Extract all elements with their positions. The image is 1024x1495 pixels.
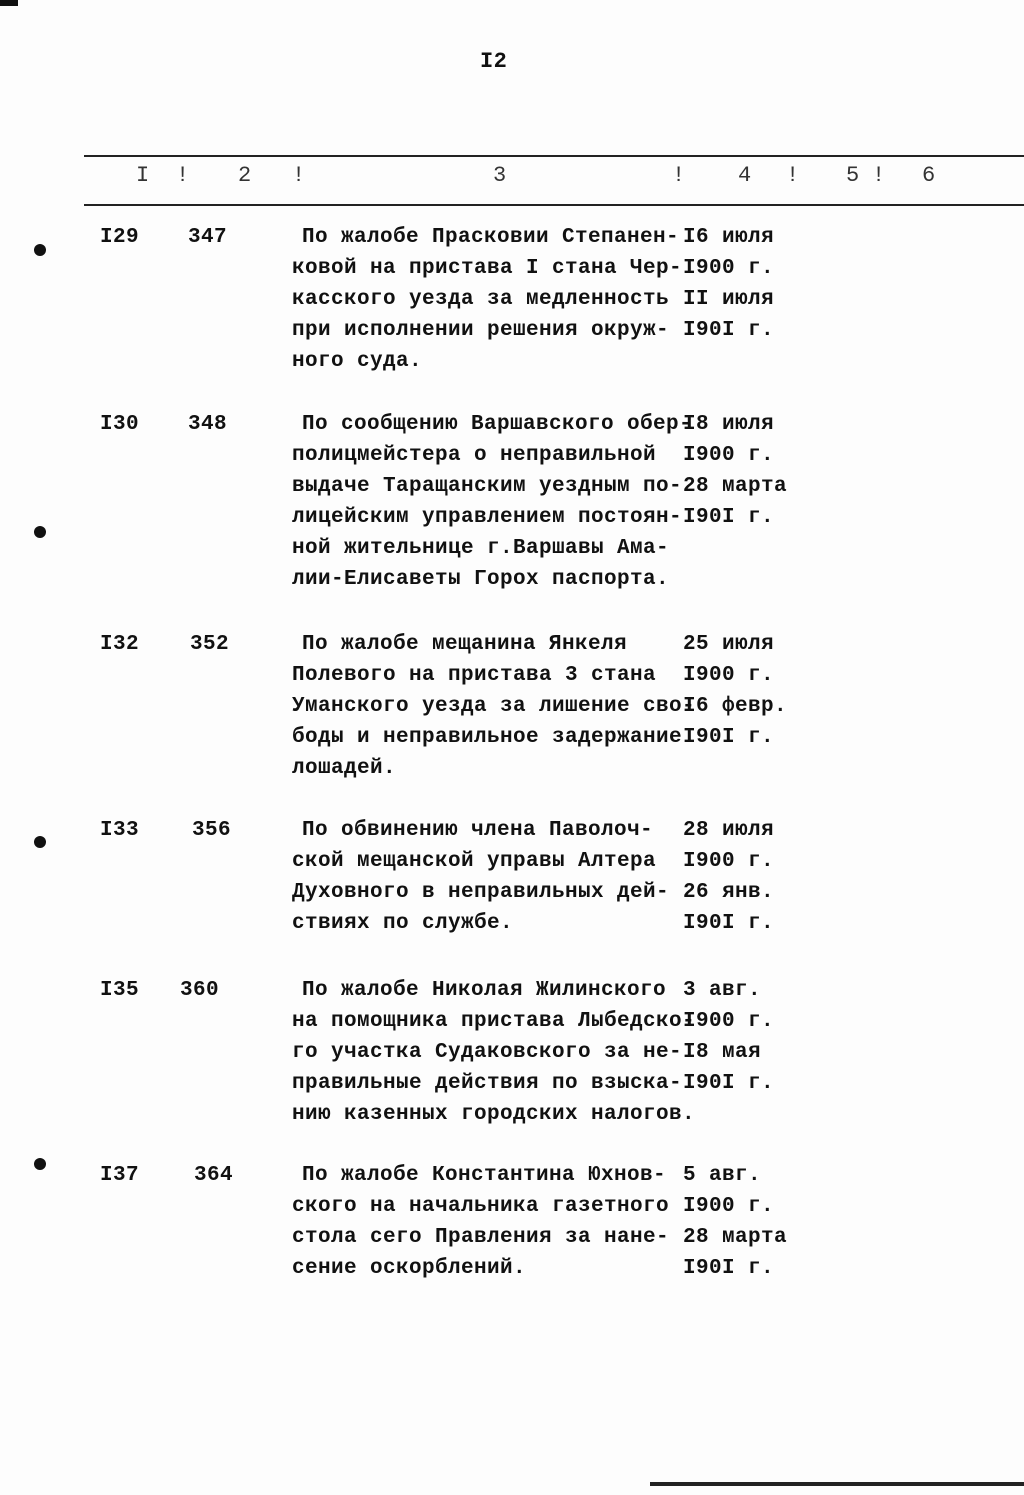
start-date-line: I900 г.: [683, 1195, 775, 1218]
start-date-line: 25 июля: [683, 633, 775, 656]
end-date-line: I6 февр.: [683, 695, 788, 718]
case-dates: [683, 222, 774, 346]
record-number: I37: [100, 1164, 140, 1187]
start-date-line: I900 г.: [683, 850, 775, 873]
header-col-3: 3: [493, 163, 507, 188]
description-line: выдаче Таращанским уездным по-: [292, 475, 683, 498]
scan-corner-mark: [0, 0, 18, 6]
case-number: 347: [188, 226, 228, 249]
start-date-line: I900 г.: [683, 664, 775, 687]
case-description: [292, 222, 682, 377]
case-description: [292, 409, 692, 595]
description-line: ской мещанской управы Алтера: [292, 850, 657, 873]
header-col-6: 6: [922, 163, 936, 188]
start-date-line: I6 июля: [683, 226, 775, 249]
header-col-1: I: [136, 163, 150, 188]
header-col-2: 2: [238, 163, 252, 188]
start-date-line: I900 г.: [683, 444, 775, 467]
record-number: I30: [100, 413, 140, 436]
description-line: ствиях по службе.: [292, 912, 514, 935]
case-description: [292, 629, 695, 784]
case-number: 348: [188, 413, 228, 436]
end-date-line: I90I г.: [683, 506, 775, 529]
description-line: ного суда.: [292, 350, 423, 373]
case-description: [292, 815, 669, 939]
case-dates: [683, 1160, 787, 1284]
end-date-line: II июля: [683, 288, 775, 311]
header-separator: !: [786, 163, 800, 188]
record-number: I35: [100, 979, 140, 1002]
start-date-line: I900 г.: [683, 1010, 775, 1033]
end-date-line: 26 янв.: [683, 881, 775, 904]
header-col-5: 5: [846, 163, 860, 188]
header-separator: !: [872, 163, 886, 188]
start-date-line: I8 июля: [683, 413, 775, 436]
end-date-line: I8 мая: [683, 1041, 762, 1064]
end-date-line: I90I г.: [683, 726, 775, 749]
end-date-line: 28 марта: [683, 1226, 788, 1249]
description-line: По жалобе Прасковии Степанен-: [302, 226, 680, 249]
start-date-line: I900 г.: [683, 257, 775, 280]
case-number: 360: [180, 979, 220, 1002]
punch-hole-mark: [34, 836, 46, 848]
end-date-line: I90I г.: [683, 319, 775, 342]
description-line: сение оскорблений.: [292, 1257, 527, 1280]
description-line: правильные действия по взыска-: [292, 1072, 683, 1095]
end-date-line: I90I г.: [683, 1072, 775, 1095]
description-line: лошадей.: [292, 757, 397, 780]
description-line: стола сего Правления за нане-: [292, 1226, 670, 1249]
case-dates: [683, 975, 774, 1099]
end-date-line: I90I г.: [683, 912, 775, 935]
description-line: лии-Елисаветы Горох паспорта.: [292, 568, 670, 591]
end-date-line: I90I г.: [683, 1257, 775, 1280]
header-separator: !: [176, 163, 190, 188]
description-line: Уманского уезда за лишение сво-: [292, 695, 696, 718]
case-number: 352: [190, 633, 230, 656]
case-description: [292, 975, 695, 1130]
description-line: Духовного в неправильных дей-: [292, 881, 670, 904]
header-separator: !: [292, 163, 306, 188]
case-dates: [683, 629, 787, 753]
start-date-line: 5 авг.: [683, 1164, 762, 1187]
page-number: I2: [480, 49, 508, 74]
description-line: при исполнении решения окруж-: [292, 319, 670, 342]
description-line: По сообщению Варшавского обер-: [302, 413, 693, 436]
header-separator: !: [672, 163, 686, 188]
record-number: I29: [100, 226, 140, 249]
description-line: лицейским управлением постоян-: [292, 506, 683, 529]
description-line: го участка Судаковского за не-: [292, 1041, 683, 1064]
case-description: [292, 1160, 669, 1284]
case-dates: [683, 815, 774, 939]
description-line: По жалобе мещанина Янкеля: [302, 633, 628, 656]
description-line: ского на начальника газетного: [292, 1195, 670, 1218]
start-date-line: 3 авг.: [683, 979, 762, 1002]
description-line: боды и неправильное задержание: [292, 726, 683, 749]
description-line: ковой на пристава I стана Чер-: [292, 257, 683, 280]
description-line: По жалобе Константина Юхнов-: [302, 1164, 667, 1187]
punch-hole-mark: [34, 1158, 46, 1170]
table-header-bottom-rule: [84, 204, 1024, 206]
punch-hole-mark: [34, 526, 46, 538]
header-col-4: 4: [738, 163, 752, 188]
description-line: нию казенных городских налогов.: [292, 1103, 696, 1126]
description-line: полицмейстера о неправильной: [292, 444, 657, 467]
record-number: I32: [100, 633, 140, 656]
end-date-line: 28 марта: [683, 475, 788, 498]
case-number: 356: [192, 819, 232, 842]
bottom-rule: [650, 1482, 1024, 1486]
case-number: 364: [194, 1164, 234, 1187]
description-line: ной жительнице г.Варшавы Ама-: [292, 537, 670, 560]
description-line: касского уезда за медленность: [292, 288, 670, 311]
start-date-line: 28 июля: [683, 819, 775, 842]
description-line: По жалобе Николая Жилинского: [302, 979, 667, 1002]
table-header-top-rule: [84, 155, 1024, 157]
description-line: По обвинению члена Паволоч-: [302, 819, 654, 842]
description-line: на помощника пристава Лыбедско-: [292, 1010, 696, 1033]
description-line: Полевого на пристава 3 стана: [292, 664, 657, 687]
punch-hole-mark: [34, 244, 46, 256]
record-number: I33: [100, 819, 140, 842]
case-dates: [683, 409, 787, 533]
